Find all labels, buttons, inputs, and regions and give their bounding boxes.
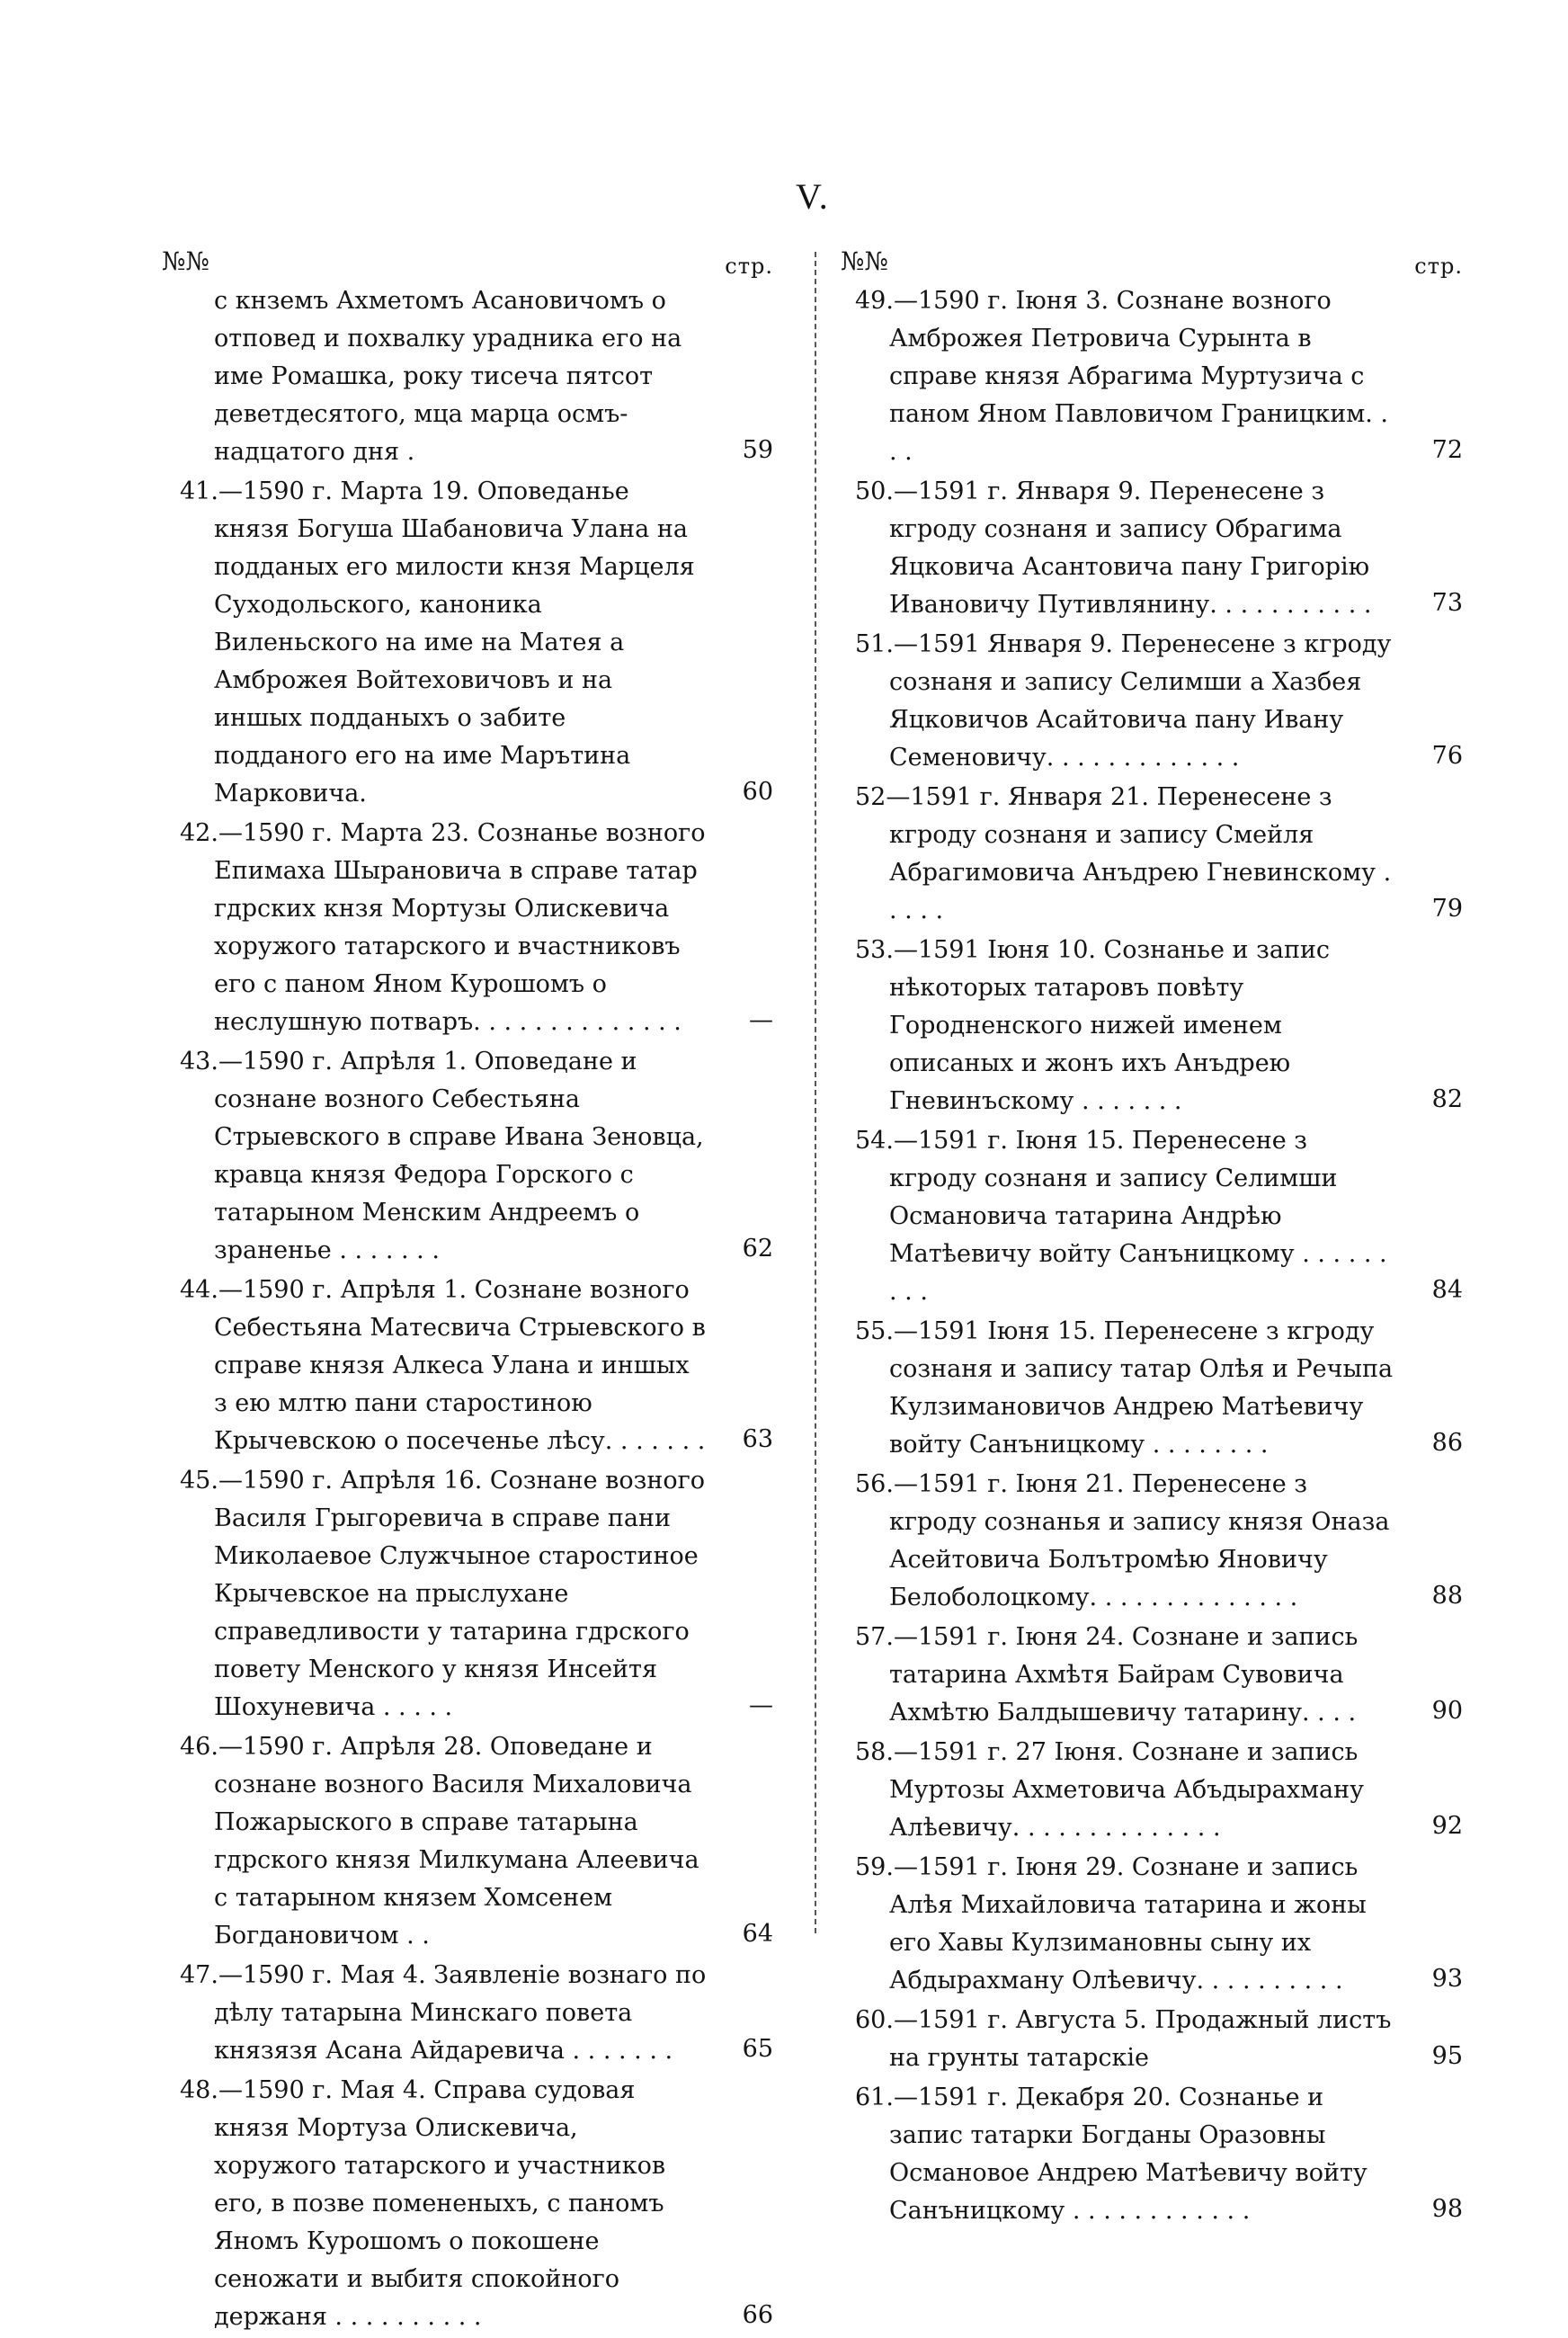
toc-entry bbox=[841, 1849, 1463, 2000]
entry-page: 63 bbox=[742, 1425, 773, 1453]
entry-page: 92 bbox=[1431, 1812, 1463, 1840]
entry-text: 45.—1590 г. Апрѣля 16. Сознане возного Василя Грыгоревича в справе пани Миколаевое Служчыное старостиное Крычевское на прыслухане справедливости у татарина гдрского повету Менского у князя Инсейтя Шохуневича . . . . . bbox=[180, 1467, 705, 1721]
entry-text: 56.—1591 г. Іюня 21. Перенесене з кгроду сознанья и запису князя Оназа Асейтовича Болътромѣю Яновичу Белоболоцкому. . . . . . . . . . . . . . bbox=[855, 1470, 1390, 1611]
toc-entry bbox=[841, 282, 1463, 471]
entry-number: 55. bbox=[855, 1317, 894, 1345]
toc-entry bbox=[841, 932, 1463, 1120]
entry-text: 47.—1590 г. Мая 4. Заявленіе вознаго по дѣлу татарына Минскаго повета князязя Асана Айдаревича . . . . . . . bbox=[180, 1961, 707, 2065]
entry-page: 98 bbox=[1431, 2195, 1463, 2223]
entry-text: 43.—1590 г. Апрѣля 1. Оповедане и сознане возного Себестьяна Стрыевского в справе Ивана Зеновца, кравца князя Федора Горского с татарыном Менским Андреемъ о зраненье . . . . . . . bbox=[180, 1048, 704, 1264]
entry-text: 55.—1591 Іюня 15. Перенесене з кгроду сознаня и запису татар Олѣя и Речыпа Кулзимановичов Андрею Матѣевичу войту Санъницкому . . . . . . . . bbox=[855, 1317, 1394, 1459]
entry-number: 42. bbox=[180, 819, 218, 847]
entry-text: 54.—1591 г. Іюня 15. Перенесене з кгроду сознаня и запису Селимши Османовича татарина Андрѣю Матѣевичу войту Санъницкому . . . . . . . . . bbox=[855, 1127, 1387, 1306]
toc-entry bbox=[162, 282, 773, 471]
entry-page: 66 bbox=[742, 2301, 773, 2329]
entry-page: 59 bbox=[742, 436, 773, 464]
toc-entry bbox=[841, 2079, 1463, 2230]
entry-number: 41. bbox=[180, 477, 218, 505]
entry-number: 49. bbox=[855, 287, 894, 315]
entry-number: 48. bbox=[180, 2076, 218, 2104]
entry-number: 61. bbox=[855, 2084, 894, 2111]
entry-page: — bbox=[749, 1691, 773, 1719]
page-label-heading: стр. bbox=[1414, 254, 1463, 279]
entry-page: 76 bbox=[1431, 742, 1463, 770]
entry-text: 52—1591 г. Января 21. Перенесене з кгроду сознаня и запису Смейля Абрагимовича Анъдрею Гневинскому . . . . . bbox=[855, 783, 1392, 924]
entry-number: 53. bbox=[855, 936, 894, 964]
entry-text: 49.—1590 г. Іюня 3. Сознане возного Амброжея Петровича Сурынта в справе князя Абрагима Муртузича с паном Яном Павловичом Границким. . . . bbox=[855, 287, 1388, 466]
entry-number: 60. bbox=[855, 2006, 894, 2034]
entry-page: 62 bbox=[742, 1235, 773, 1263]
page-number: V. bbox=[796, 176, 830, 217]
entry-text: 42.—1590 г. Марта 23. Сознанье возного Епимаха Шырановича в справе татар гдрских кнзя Мортузы Олискевича хоружого татарского и вчастниковъ его с паном Яном Курошомъ о неслушную потваръ. . . . . . . . . . . . . . bbox=[180, 819, 706, 1036]
toc-entry bbox=[841, 1619, 1463, 1732]
entry-text: 46.—1590 г. Апрѣля 28. Оповедане и сознане возного Василя Михаловича Пожарыского в справе татарына гдрского князя Милкумана Алеевича с татарыном князем Хомсенем Богдановичом . . bbox=[180, 1733, 699, 1950]
toc-entry bbox=[841, 1734, 1463, 1847]
toc-entry bbox=[841, 626, 1463, 777]
toc-entry bbox=[162, 1957, 773, 2070]
entry-number: 45. bbox=[180, 1467, 218, 1495]
toc-entry bbox=[841, 1466, 1463, 1617]
entry-page: 84 bbox=[1431, 1276, 1463, 1304]
number-sign-heading: №№ bbox=[841, 246, 888, 276]
entry-number: 54. bbox=[855, 1127, 894, 1155]
entry-text: 57.—1591 г. Іюня 24. Сознане и запись татарина Ахмѣтя Байрам Сувовича Ахмѣтю Балдышевичу татарину. . . . bbox=[855, 1623, 1359, 1727]
entry-number: 46. bbox=[180, 1733, 218, 1761]
left-column-header bbox=[162, 243, 773, 282]
entry-text: 51.—1591 Января 9. Перенесене з кгроду сознаня и запису Селимши а Хазбея Яцковичов Асайтовича пану Ивану Семеновичу. . . . . . . . . . . . . bbox=[855, 630, 1392, 772]
entry-page: — bbox=[749, 1006, 773, 1034]
toc-entry bbox=[162, 1728, 773, 1955]
entry-number: 47. bbox=[180, 1961, 218, 1989]
entry-text: 61.—1591 г. Декабря 20. Сознанье и запис татарки Богданы Оразовны Османовое Андрею Матѣевичу войту Санъницкому . . . . . . . . . . . . bbox=[855, 2084, 1368, 2225]
entry-page: 82 bbox=[1431, 1085, 1463, 1113]
toc-entry bbox=[162, 1272, 773, 1460]
entry-text: с кнземъ Ахметомъ Асановичомъ о отповед и похвалку урадника его на име Ромашка, року тисеча пятсот деветдесятого, мца марца осмънадцатого дня . bbox=[214, 287, 682, 466]
entry-text: 58.—1591 г. 27 Іюня. Сознане и запись Муртозы Ахметовича Абъдырахману Алѣевичу. . . . . . . . . . . . . . bbox=[855, 1738, 1364, 1842]
number-sign-heading: №№ bbox=[162, 246, 209, 276]
toc-entry bbox=[841, 2002, 1463, 2077]
entry-page: 86 bbox=[1431, 1429, 1463, 1457]
toc-entry bbox=[162, 1462, 773, 1727]
entry-text: 41.—1590 г. Марта 19. Оповеданье князя Богуша Шабановича Улана на подданых его милости кнзя Марцеля Суходольского, каноника Виленьского на име на Матея а Амброжея Войтеховичовъ и на иншых подданыхъ о забите подданого его на име Марътина Марковича. bbox=[180, 477, 695, 808]
entry-text: 59.—1591 г. Іюня 29. Сознане и запись Алѣя Михайловича татарина и жоны его Хавы Кулзимановны сыну их Абдырахману Олѣевичу. . . . . . . . . . bbox=[855, 1853, 1367, 1994]
toc-entry bbox=[162, 815, 773, 1041]
page-label-heading: стр. bbox=[725, 254, 773, 279]
entry-number: 43. bbox=[180, 1048, 218, 1075]
entry-text: 50.—1591 г. Января 9. Перенесене з кгроду сознаня и запису Обрагима Яцковича Асантовича пану Григорію Ивановичу Путивлянину. . . . . . . . . . . bbox=[855, 477, 1372, 619]
entry-text: 53.—1591 Іюня 10. Сознанье и запис нѣкоторых татаровъ повѣту Городненского нижей именем описаных и жонъ ихъ Анъдрею Гневинъскому . . . . . . . bbox=[855, 936, 1331, 1115]
entry-number: 51. bbox=[855, 630, 894, 658]
entry-number: 57. bbox=[855, 1623, 894, 1651]
toc-entry bbox=[841, 1313, 1463, 1464]
entry-page: 88 bbox=[1431, 1582, 1463, 1610]
entry-number: 52 bbox=[855, 783, 886, 811]
entry-page: 73 bbox=[1431, 589, 1463, 617]
entry-number: 59. bbox=[855, 1853, 894, 1881]
entry-number: 50. bbox=[855, 477, 894, 505]
column-divider bbox=[815, 252, 816, 1933]
toc-entry bbox=[162, 2072, 773, 2336]
toc-entry bbox=[162, 473, 773, 813]
entry-number: 58. bbox=[855, 1738, 894, 1766]
entry-page: 65 bbox=[742, 2035, 773, 2063]
entry-page: 95 bbox=[1431, 2042, 1463, 2070]
entry-text: 44.—1590 г. Апрѣля 1. Сознане возного Себестьяна Матесвича Стрыевского в справе князя Алкеса Улана и иншых з ею млтю пани старостиною Крычевскою о посеченье лѣсу. . . . . . . bbox=[180, 1276, 706, 1455]
toc-entry bbox=[841, 779, 1463, 930]
entry-page: 64 bbox=[742, 1920, 773, 1948]
entry-page: 93 bbox=[1431, 1965, 1463, 1993]
toc-entry bbox=[841, 1122, 1463, 1311]
entry-text: 60.—1591 г. Августа 5. Продажный листъ на грунты татарскіе bbox=[855, 2006, 1392, 2072]
entry-number: 44. bbox=[180, 1276, 218, 1304]
entry-page: 60 bbox=[742, 778, 773, 806]
toc-entry bbox=[841, 473, 1463, 624]
right-column-header bbox=[841, 243, 1463, 282]
entry-text: 48.—1590 г. Мая 4. Справа судовая князя Мортуза Олискевича, хоружого татарского и участников его, в позве помененыхъ, с паномъ Яномъ Курошомъ о покошене сеножати и выбитя спокойного держаня . . . . . . . . . . bbox=[180, 2076, 666, 2331]
entry-page: 72 bbox=[1431, 436, 1463, 464]
entry-number: 56. bbox=[855, 1470, 894, 1498]
entry-page: 79 bbox=[1431, 895, 1463, 923]
toc-entry bbox=[162, 1043, 773, 1270]
right-column bbox=[841, 243, 1463, 2232]
left-column bbox=[162, 243, 773, 2338]
entry-page: 90 bbox=[1431, 1697, 1463, 1725]
